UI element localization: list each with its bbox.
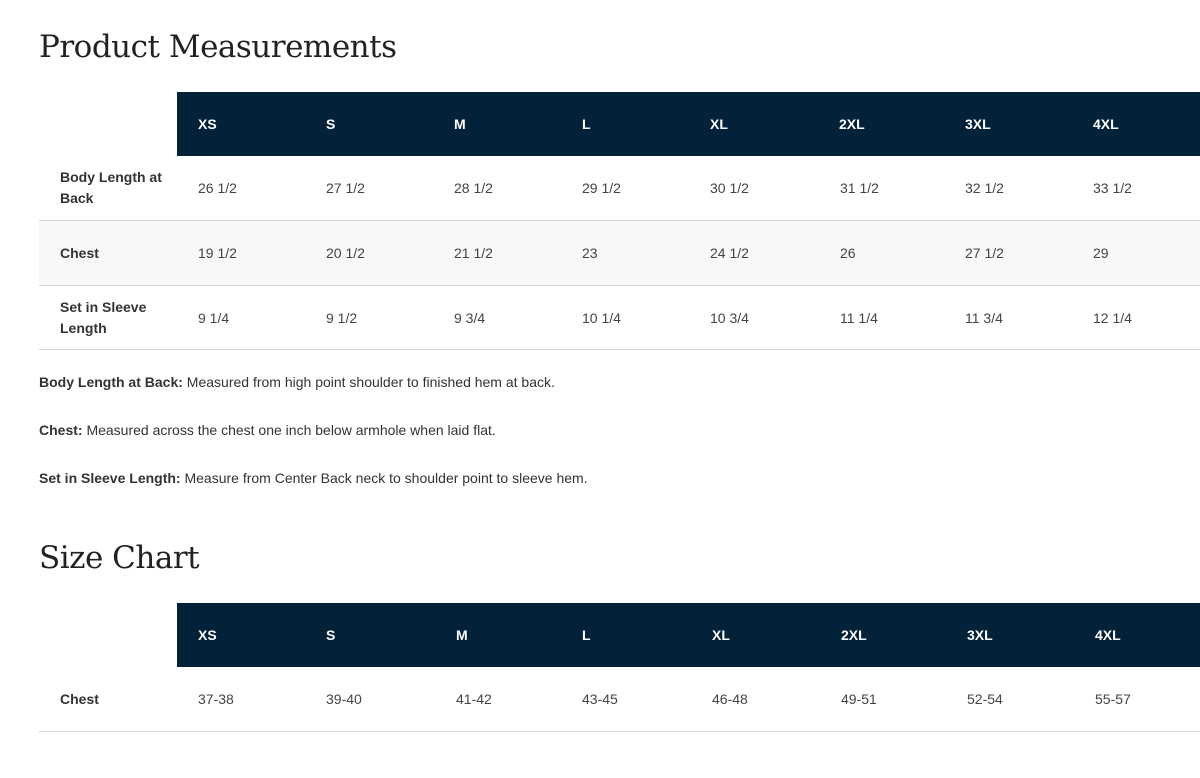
size-header-2xl: 2XL (839, 116, 865, 132)
table-cell: 19 1/2 (198, 245, 237, 261)
table-row (39, 667, 1200, 732)
row-label-chest: Chest (60, 244, 99, 261)
note-text: Measured from high point shoulder to finished hem at back. (182, 374, 555, 390)
measurements-title: Product Measurements (39, 29, 397, 65)
size-header-4xl: 4XL (1093, 116, 1119, 132)
table-cell: 20 1/2 (326, 245, 365, 261)
row-label-chest: Chest (60, 690, 99, 707)
size-header-xl: XL (712, 627, 730, 643)
size-header-s: S (326, 116, 336, 132)
table-cell: 11 3/4 (965, 310, 1003, 326)
table-cell: 41-42 (456, 691, 492, 707)
table-cell: 26 (840, 245, 856, 261)
table-cell: 33 1/2 (1093, 180, 1132, 196)
table-row (39, 221, 1200, 286)
size-header-s: S (326, 627, 336, 643)
table-cell: 10 1/4 (582, 310, 621, 326)
table-cell: 27 1/2 (326, 180, 365, 196)
table-cell: 24 1/2 (710, 245, 749, 261)
size-header-xl: XL (710, 116, 728, 132)
size-header-xs: XS (198, 116, 217, 132)
table-cell: 39-40 (326, 691, 362, 707)
row-label-sleeve-length: Set in Sleeve Length (60, 299, 147, 336)
table-cell: 37-38 (198, 691, 234, 707)
table-cell: 49-51 (841, 691, 877, 707)
note-text: Measured across the chest one inch below armhole when laid flat. (82, 422, 496, 438)
note-sleeve-length (39, 470, 588, 486)
table-cell: 31 1/2 (840, 180, 879, 196)
note-chest (39, 422, 496, 438)
table-cell: 46-48 (712, 691, 748, 707)
table-cell: 28 1/2 (454, 180, 493, 196)
size-header-3xl: 3XL (965, 116, 991, 132)
size-header-4xl: 4XL (1095, 627, 1121, 643)
table-cell: 9 1/2 (326, 310, 358, 326)
note-body-length (39, 374, 555, 390)
table-cell: 43-45 (582, 691, 618, 707)
size-header-l: L (582, 627, 591, 643)
size-chart-title: Size Chart (39, 540, 200, 576)
table-cell: 11 1/4 (840, 310, 878, 326)
table-cell: 26 1/2 (198, 180, 237, 196)
row-label-body-length: Body Length at Back (60, 169, 162, 206)
table-cell: 12 1/4 (1093, 310, 1132, 326)
note-text: Measure from Center Back neck to shoulder point to sleeve hem. (180, 470, 588, 486)
size-header-m: M (454, 116, 466, 132)
size-chart-header-row (177, 603, 1200, 667)
size-header-2xl: 2XL (841, 627, 867, 643)
note-term: Body Length at Back: (39, 374, 183, 390)
table-cell: 27 1/2 (965, 245, 1004, 261)
table-cell: 52-54 (967, 691, 1003, 707)
table-cell: 30 1/2 (710, 180, 749, 196)
table-cell: 32 1/2 (965, 180, 1004, 196)
size-chart-table (39, 603, 1200, 732)
note-term: Chest: (39, 422, 83, 438)
table-row (39, 286, 1200, 350)
table-cell: 29 (1093, 245, 1109, 261)
table-cell: 10 3/4 (710, 310, 749, 326)
table-cell: 23 (582, 245, 598, 261)
measurements-table (39, 92, 1200, 350)
note-term: Set in Sleeve Length: (39, 470, 181, 486)
table-row (39, 156, 1200, 221)
size-header-xs: XS (198, 627, 217, 643)
measurements-header-row (177, 92, 1200, 156)
size-header-3xl: 3XL (967, 627, 993, 643)
size-header-l: L (582, 116, 591, 132)
size-header-m: M (456, 627, 468, 643)
table-cell: 9 3/4 (454, 310, 486, 326)
table-cell: 29 1/2 (582, 180, 621, 196)
table-cell: 9 1/4 (198, 310, 230, 326)
table-cell: 21 1/2 (454, 245, 493, 261)
table-cell: 55-57 (1095, 691, 1131, 707)
